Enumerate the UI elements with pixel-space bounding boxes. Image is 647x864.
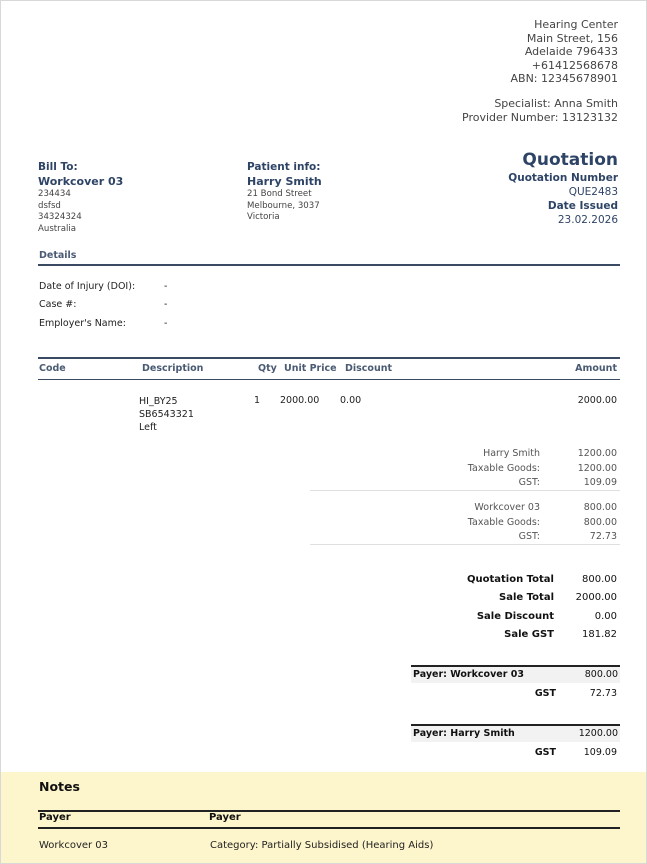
employer-value: - (164, 318, 168, 329)
taxable-goods-label: Taxable Goods: (467, 517, 540, 528)
payer-label: Payer: Harry Smith (413, 728, 515, 739)
item-description-line: Left (139, 422, 157, 433)
provider-number: Provider Number: 13123132 (462, 110, 618, 124)
col-unit-price: Unit Price (284, 363, 337, 374)
patient-line: Victoria (247, 212, 280, 222)
item-description-line: HI_BY25 (139, 396, 178, 407)
table-header-rule (38, 379, 620, 380)
payer-harry-smith-bar (411, 724, 620, 742)
case-label: Case #: (39, 299, 77, 310)
subtotal-payer-amount: 800.00 (583, 502, 617, 513)
notes-col-payer-2: Payer (209, 812, 241, 823)
payer-amount: 800.00 (584, 669, 618, 680)
subtotal-payer: Harry Smith (483, 448, 540, 459)
sale-total-label: Sale Total (499, 592, 554, 603)
item-amount: 2000.00 (577, 395, 617, 406)
bill-to-address (38, 189, 82, 235)
patient-address (247, 189, 320, 224)
patient-line: 21 Bond Street (247, 189, 312, 199)
clinic-city: Adelaide 796433 (524, 45, 618, 59)
details-divider (38, 264, 620, 266)
clinic-abn: ABN: 12345678901 (510, 72, 618, 86)
gst-label: GST: (518, 477, 540, 488)
clinic-name: Hearing Center (534, 18, 618, 31)
specialist-name: Specialist: Anna Smith (494, 97, 618, 110)
payer-workcover-bar (411, 665, 620, 683)
payer-amount: 1200.00 (578, 728, 618, 739)
quotation-total-value: 800.00 (582, 574, 617, 585)
col-discount: Discount (345, 363, 393, 374)
bill-to-line: 234434 (38, 189, 71, 199)
payer-gst-label: GST (534, 747, 556, 758)
col-code: Code (39, 363, 66, 374)
taxable-goods-label: Taxable Goods: (467, 463, 540, 474)
sale-gst-label: Sale GST (504, 629, 554, 640)
payer-gst-label: GST (534, 688, 556, 699)
notes-header-rule (38, 827, 620, 829)
sale-discount-label: Sale Discount (476, 611, 554, 622)
col-qty: Qty (258, 363, 277, 374)
subtotal-payer: Workcover 03 (474, 502, 540, 513)
bill-to-line: Australia (38, 223, 77, 234)
quotation-number: QUE2483 (568, 186, 618, 198)
sale-total-value: 2000.00 (575, 592, 617, 603)
case-value: - (164, 299, 168, 310)
doi-label: Date of Injury (DOI): (39, 281, 136, 292)
bill-to-label: Bill To: (38, 161, 78, 173)
date-issued-label: Date Issued (547, 200, 618, 212)
payer-label: Payer: Workcover 03 (413, 669, 524, 680)
item-description (139, 395, 194, 434)
specialist-info (462, 97, 618, 124)
item-qty: 1 (254, 395, 261, 406)
notes-section (1, 772, 647, 864)
quotation-block (508, 149, 618, 227)
quotation-total-label: Quotation Total (466, 574, 554, 585)
payer-gst-value: 72.73 (589, 688, 617, 699)
col-description: Description (142, 363, 204, 374)
bill-to-line: 34324324 (38, 212, 82, 222)
gst-value: 109.09 (583, 477, 617, 488)
sale-gst-value: 181.82 (582, 629, 617, 640)
notes-title: Notes (39, 779, 80, 794)
notes-row-payer: Workcover 03 (39, 840, 109, 851)
item-description-line: SB6543321 (139, 409, 194, 420)
details-title: Details (39, 250, 77, 261)
employer-label: Employer's Name: (39, 318, 126, 329)
patient-name: Harry Smith (247, 175, 322, 188)
item-discount: 0.00 (340, 395, 362, 406)
item-unit-price: 2000.00 (280, 395, 320, 406)
subtotal-payer-amount: 1200.00 (577, 448, 617, 459)
taxable-goods-value: 800.00 (583, 517, 617, 528)
col-amount: Amount (575, 363, 617, 374)
bill-to-name: Workcover 03 (38, 175, 124, 188)
clinic-phone: +61412568678 (531, 58, 618, 72)
subtotal-divider (310, 490, 620, 491)
table-top-rule (38, 357, 620, 359)
gst-label: GST: (518, 531, 540, 542)
taxable-goods-value: 1200.00 (577, 463, 617, 474)
clinic-address (511, 18, 619, 86)
clinic-street: Main Street, 156 (526, 31, 618, 45)
doi-value: - (164, 281, 168, 292)
notes-top-rule (38, 810, 620, 812)
gst-value: 72.73 (589, 531, 617, 542)
subtotal-divider (310, 544, 620, 545)
bill-to-line: dsfsd (38, 200, 61, 211)
notes-row-category: Category: Partially Subsidised (Hearing Aids) (210, 840, 434, 851)
patient-line: Melbourne, 3037 (247, 200, 320, 211)
patient-info-label: Patient info: (247, 161, 321, 173)
document-title: Quotation (522, 150, 618, 170)
date-issued: 23.02.2026 (557, 214, 618, 226)
sale-discount-value: 0.00 (594, 611, 617, 622)
notes-col-payer: Payer (39, 812, 71, 823)
payer-gst-value: 109.09 (583, 747, 617, 758)
quotation-number-label: Quotation Number (508, 172, 618, 184)
